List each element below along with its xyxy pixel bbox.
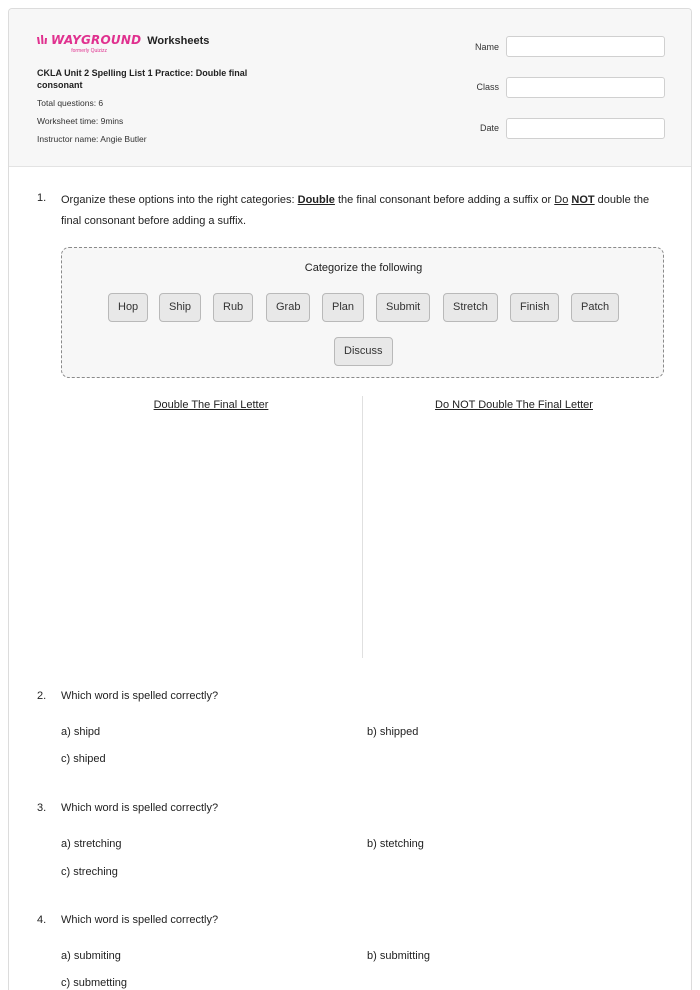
brand-row xyxy=(37,33,209,54)
option-text: shipped xyxy=(379,726,419,738)
option-letter: b) xyxy=(367,838,377,850)
option-chip[interactable]: Ship xyxy=(159,293,201,322)
option-letter: a) xyxy=(61,950,71,962)
option-chip[interactable]: Submit xyxy=(376,293,430,322)
q3-prompt: Which word is spelled correctly? xyxy=(61,802,219,814)
worksheet-title: CKLA Unit 2 Spelling List 1 Practice: Double final consonant xyxy=(37,68,248,90)
option-text: stetching xyxy=(379,838,424,850)
option-text: submitting xyxy=(379,950,430,962)
q2-option-c[interactable] xyxy=(61,753,106,765)
product-name: Worksheets xyxy=(147,35,210,47)
option-chip[interactable]: Grab xyxy=(266,293,310,322)
logo-text: WAYGROUND xyxy=(51,33,142,47)
q2-prompt: Which word is spelled correctly? xyxy=(61,690,219,702)
option-text: streching xyxy=(73,866,118,878)
option-chip[interactable]: Patch xyxy=(571,293,619,322)
q1-text-before: Organize these options into the right categories: xyxy=(61,194,298,206)
q1-prompt xyxy=(61,190,661,232)
q1-do-word: Do xyxy=(554,194,569,206)
name-field[interactable] xyxy=(506,36,665,57)
category-do-not-double-heading: Do NOT Double The Final Letter xyxy=(435,399,593,411)
q4-prompt: Which word is spelled correctly? xyxy=(61,914,219,926)
q3-option-a[interactable] xyxy=(61,838,122,850)
class-label: Class xyxy=(476,82,499,92)
option-chip[interactable]: Finish xyxy=(510,293,559,322)
category-double-heading: Double The Final Letter xyxy=(153,399,269,411)
option-text: shiped xyxy=(73,753,106,765)
wayground-mark-icon xyxy=(37,35,49,45)
total-questions: Total questions: 6 xyxy=(37,98,104,108)
option-letter: c) xyxy=(61,977,71,989)
worksheet-page xyxy=(8,8,692,990)
date-label: Date xyxy=(479,123,499,133)
q1-not-word: NOT xyxy=(571,194,595,206)
q1-double-word: Double xyxy=(297,194,335,206)
option-letter: a) xyxy=(61,726,71,738)
q4-option-b[interactable] xyxy=(367,950,430,962)
q1-number: 1. xyxy=(37,192,47,204)
option-letter: c) xyxy=(61,866,71,878)
categorize-title: Categorize the following xyxy=(304,262,423,274)
option-text: stretching xyxy=(73,838,122,850)
categorize-options-box xyxy=(61,247,664,378)
option-chip[interactable]: Rub xyxy=(213,293,253,322)
category-divider xyxy=(362,396,363,658)
worksheet-header xyxy=(9,9,691,167)
option-text: submetting xyxy=(73,977,128,989)
option-chip[interactable]: Stretch xyxy=(443,293,498,322)
option-letter: a) xyxy=(61,838,71,850)
q2-number: 2. xyxy=(37,690,47,702)
option-chip[interactable]: Plan xyxy=(322,293,364,322)
date-field[interactable] xyxy=(506,118,665,139)
q2-option-a[interactable] xyxy=(61,726,100,738)
worksheet-time: Worksheet time: 9mins xyxy=(37,116,124,126)
q4-option-a[interactable] xyxy=(61,950,121,962)
q2-option-b[interactable] xyxy=(367,726,418,738)
option-chip[interactable]: Hop xyxy=(108,293,148,322)
q4-number: 4. xyxy=(37,914,47,926)
q3-option-b[interactable] xyxy=(367,838,424,850)
q4-option-c[interactable] xyxy=(61,977,127,989)
q3-number: 3. xyxy=(37,802,47,814)
logo-subtext: formerly Quizizz xyxy=(71,48,108,54)
option-text: shipd xyxy=(73,726,101,738)
instructor-name: Instructor name: Angie Butler xyxy=(37,134,147,144)
option-letter: b) xyxy=(367,950,377,962)
option-letter: b) xyxy=(367,726,377,738)
option-chip[interactable]: Discuss xyxy=(334,337,393,366)
option-letter: c) xyxy=(61,753,71,765)
q3-option-c[interactable] xyxy=(61,866,118,878)
option-text: submiting xyxy=(73,950,121,962)
q1-text-mid: the final consonant before adding a suffix or xyxy=(334,194,555,206)
class-field[interactable] xyxy=(506,77,665,98)
wayground-logo xyxy=(37,33,141,54)
q1-text-after: double the final consonant before adding a suffix. xyxy=(61,194,650,227)
name-label: Name xyxy=(474,42,499,52)
